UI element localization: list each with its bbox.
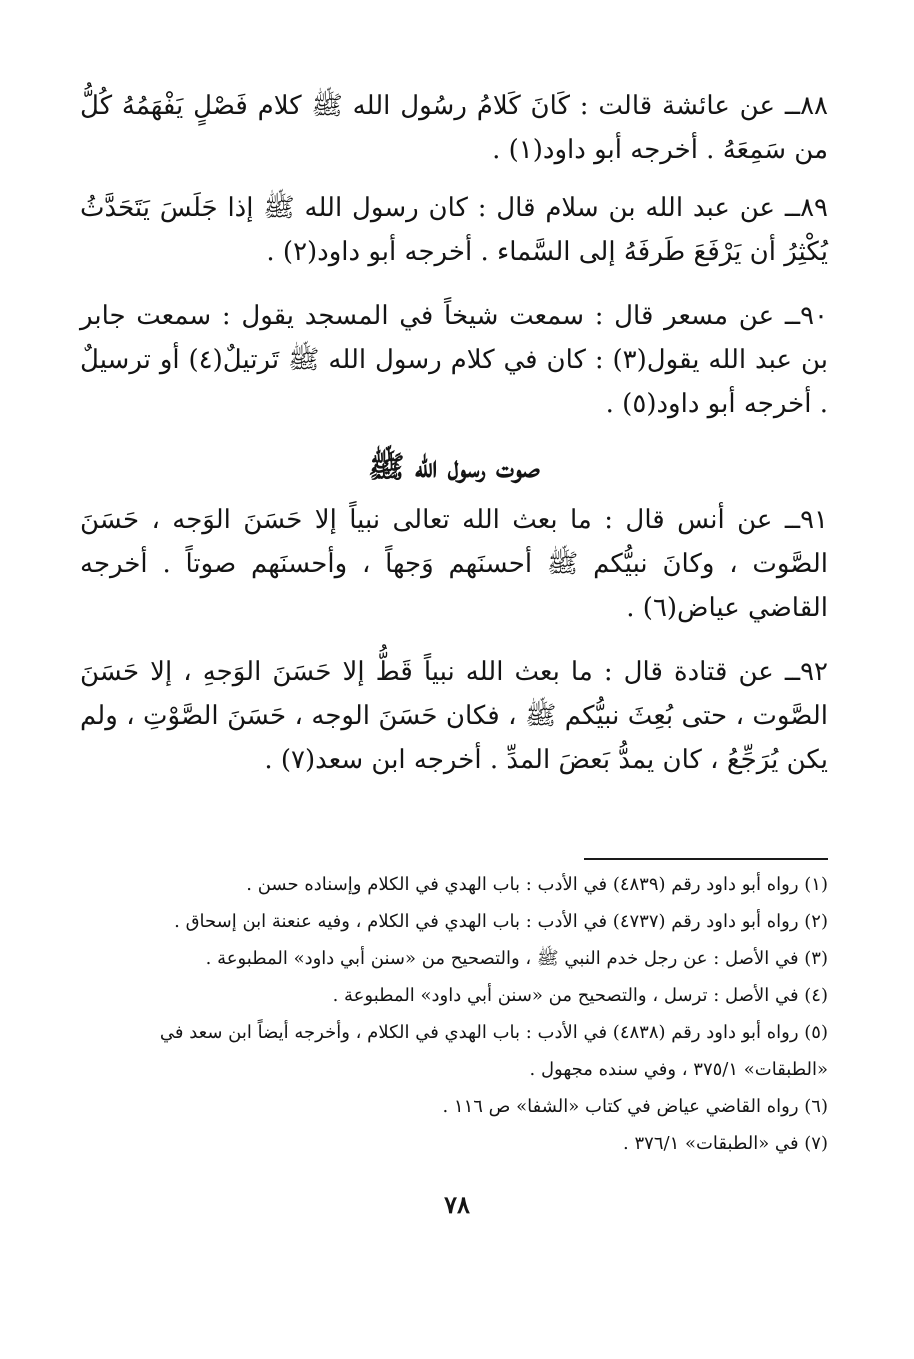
hadith-92: ٩٢ــ عن قتادة قال : ما بعث الله نبياً قَطُّ إلا حَسَنَ الوَجهِ ، إلا حَسَنَ الصَّوت ، حتى بُعِثَ نبيُّكم ﷺ ، فكان حَسَنَ الوجه ، حَسَنَ الصَّوْتِ ، ولم يكن يُرَجِّعُ ، كان يمدُّ بَعضَ المدِّ . أخرجه ابن سعد(٧) . <box>80 657 828 775</box>
footnote-text: (٣) في الأصل : عن رجل خدم النبي ﷺ ، والتصحيح من «سنن أبي داود» المطبوعة . <box>205 948 828 969</box>
footnote-6 <box>80 1088 828 1125</box>
footnotes-list <box>80 866 828 1162</box>
footnote-3 <box>80 940 828 977</box>
page-number: ٧٨ <box>444 1190 470 1219</box>
hadith-90: ٩٠ــ عن مسعر قال : سمعت شيخاً في المسجد يقول : سمعت جابر بن عبد الله يقول(٣) : كان في كلام رسول الله ﷺ تَرتيلٌ(٤) أو ترسيلٌ . أخرجه أبو داود(٥) . <box>80 301 828 419</box>
hadith-88: ٨٨ــ عن عائشة قالت : كَانَ كَلامُ رسُول الله ﷺ كلام فَصْلٍ يَفْهَمُهُ كُلُّ من سَمِعَهُ . أخرجه أبو داود(١) . <box>80 91 828 165</box>
footnote-4 <box>80 977 828 1014</box>
footnote-5 <box>80 1014 828 1088</box>
hadith-91: ٩١ــ عن أنس قال : ما بعث الله تعالى نبياً إلا حَسَنَ الوَجه ، حَسَنَ الصَّوت ، وكانَ نبيُّكم ﷺ أحسنَهم وَجهاً ، وأحسنَهم صوتاً . أخرجه القاضي عياض(٦) . <box>80 505 828 623</box>
footnote-text: (١) رواه أبو داود رقم (٤٨٣٩) في الأدب : باب الهدي في الكلام وإسناده حسن . <box>246 874 828 895</box>
footnote-7 <box>80 1125 828 1162</box>
footnote-text: (٧) في «الطبقات» ٣٧٦/١ . <box>623 1133 828 1154</box>
footnote-text: (٢) رواه أبو داود رقم (٤٧٣٧) في الأدب : باب الهدي في الكلام ، وفيه عنعنة ابن إسحاق . <box>174 911 828 932</box>
section-heading: صوت رسول الله ﷺ <box>368 450 540 485</box>
hadith-89: ٨٩ــ عن عبد الله بن سلام قال : كان رسول الله ﷺ إذا جَلَسَ يَتَحَدَّثُ يُكْثِرُ أن يَرْفَعَ طَرفَهُ إلى السَّماء . أخرجه أبو داود(٢) . <box>80 193 828 267</box>
footnote-2 <box>80 903 828 940</box>
footnote-text: (٥) رواه أبو داود رقم (٤٨٣٨) في الأدب : باب الهدي في الكلام ، وأخرجه أيضاً ابن سعد في «الطبقات» ٣٧٥/١ ، وفي سنده مجهول . <box>159 1022 828 1080</box>
footnote-text: (٦) رواه القاضي عياض في كتاب «الشفا» ص ١١٦ . <box>442 1096 828 1117</box>
footnote-1 <box>80 866 828 903</box>
footnote-divider <box>584 858 828 860</box>
footnote-text: (٤) في الأصل : ترسل ، والتصحيح من «سنن أبي داود» المطبوعة . <box>332 985 828 1006</box>
